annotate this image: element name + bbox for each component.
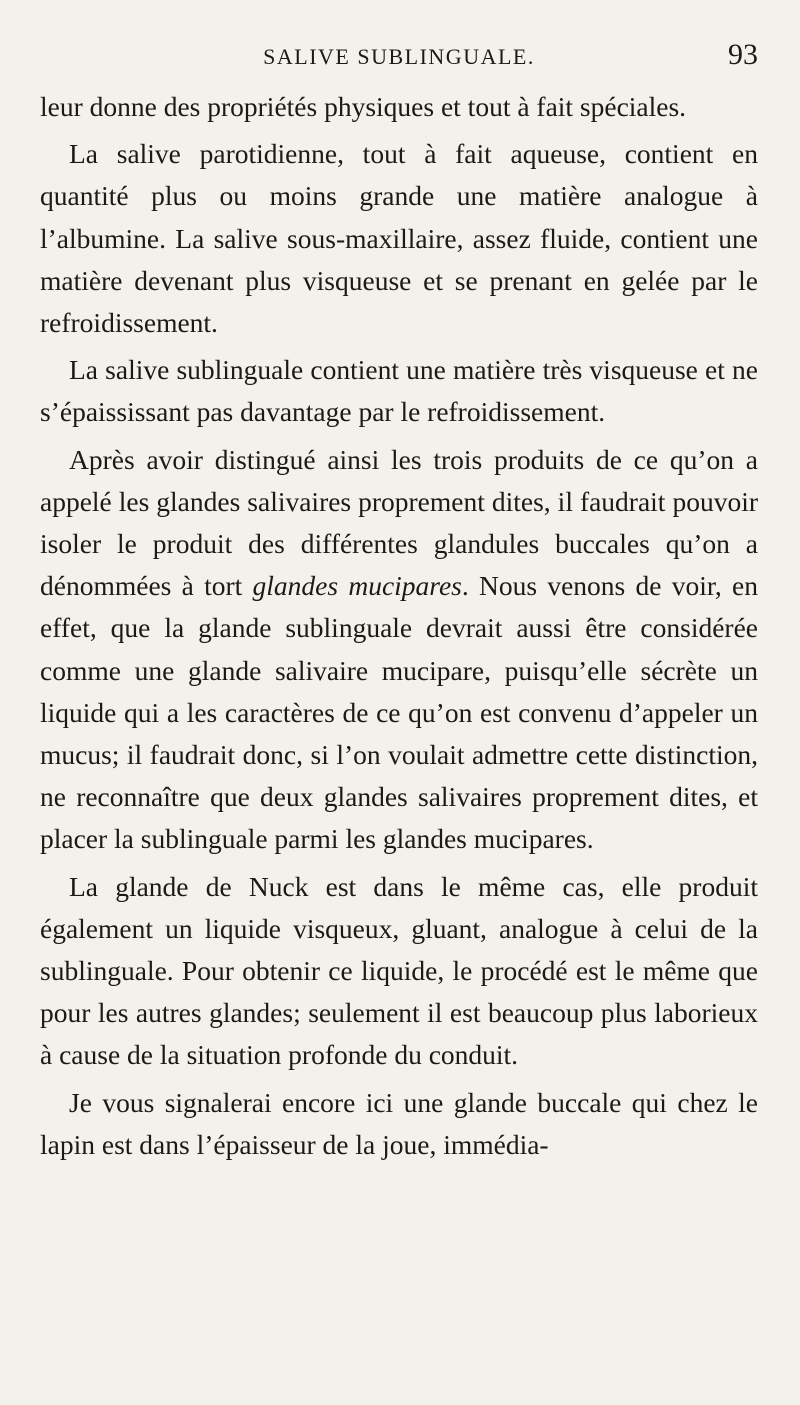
paragraph-text: Après avoir distingué ainsi les trois produits de ce qu’on a appelé les glandes salivaires proprement dites, il faudrait pouvoir isoler le produit des différentes glandules buccales qu’on a dénommées à tort [40,443,758,602]
paragraph-text: . Nous venons de voir, en effet, que la glande sublinguale devrait aussi être considérée comme une glande salivaire mucipare, puisqu’elle sécrète un liquide qui a les caractères de ce qu’on est convenu d’appeler un mucus; il faudrait donc, si l’on voulait admettre cette distinction, ne reconnaître que deux glandes salivaires proprement dites, et placer la sublinguale parmi les glandes mucipares. [40,570,759,855]
page-body [40,86,758,1171]
paragraph-buccal-gland: Je vous signalerai encore ici une glande buccale qui chez le lapin est dans l’épaisseur de la joue, immédia- [40,1086,758,1160]
running-title: SALIVE SUBLINGUALE. [263,44,535,69]
page-header [40,38,758,78]
paragraph-parotid-saliva: La salive parotidienne, tout à fait aqueuse, contient en quantité plus ou moins grande une matière analogue à l’albumine. La salive sous-maxillaire, assez fluide, contient une matière devenant plus visqueuse et se prenant en gelée par le refroidissement. [40,138,758,339]
paragraph-continued: leur donne des propriétés physiques et tout à fait spéciales. [40,91,687,122]
paragraph-mucous-glands [40,439,758,861]
paragraph-sublingual-saliva: La salive sublinguale contient une matière très visqueuse et ne s’épaississant pas davantage par le refroidissement. [40,354,758,428]
emphasis-text: glandes mucipares [252,570,462,602]
page-number: 93 [728,38,758,71]
paragraph-nuck-gland: La glande de Nuck est dans le même cas, elle produit également un liquide visqueux, gluant, analogue à celui de la sublinguale. Pour obtenir ce liquide, le procédé est le même que pour les autres glandes; seulement il est beaucoup plus laborieux à cause de la situation profonde du conduit. [40,870,758,1071]
